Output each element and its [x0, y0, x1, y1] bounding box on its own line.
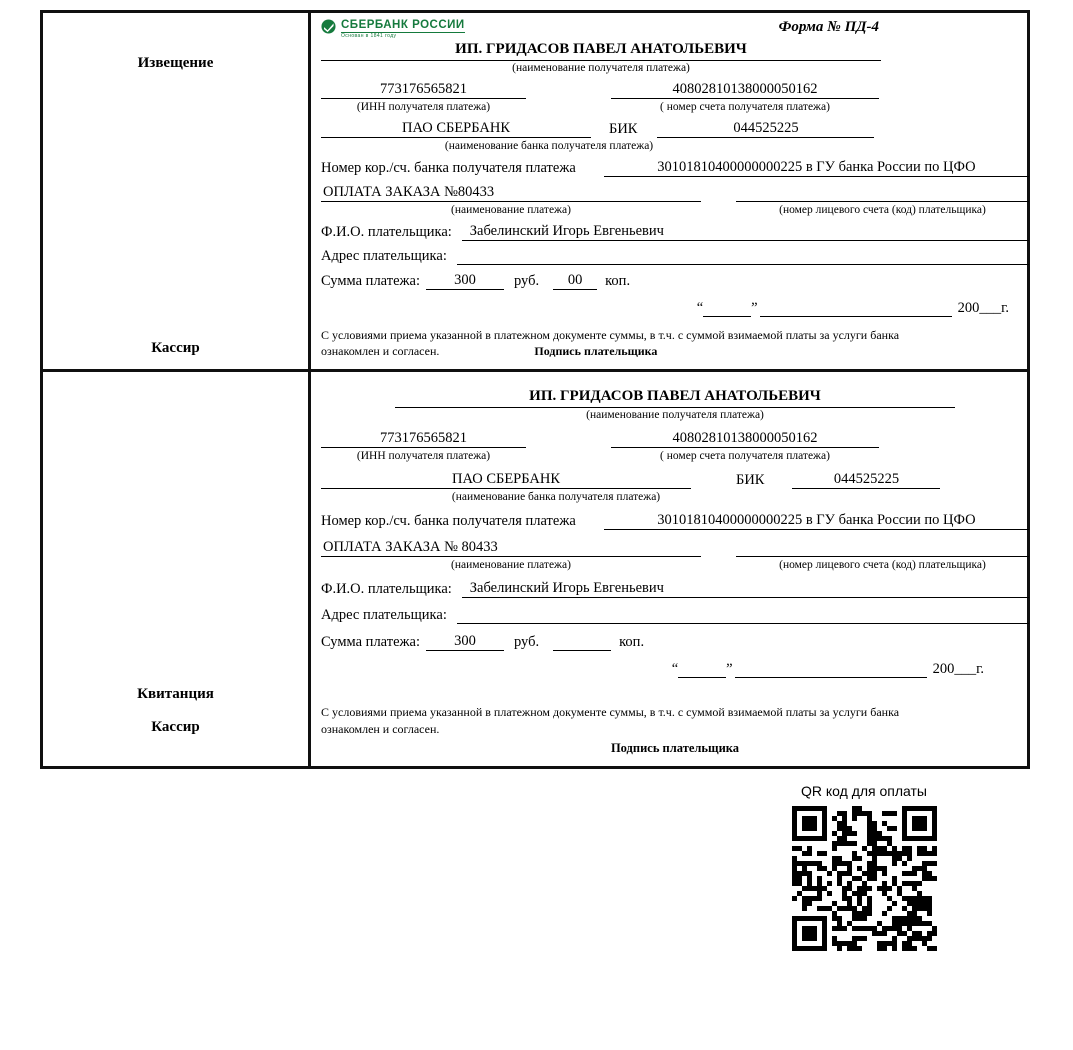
bank-caption: (наименование банка получателя платежа)	[444, 140, 654, 152]
sberbank-logo-text: СБЕРБАНК РОССИИ Основан в 1841 году	[341, 19, 465, 39]
receipt-content	[311, 372, 1043, 766]
rub-label: руб.	[514, 273, 540, 289]
signature-label: Подпись плательщика	[534, 344, 658, 359]
date-close-quote: ”	[726, 661, 733, 678]
recipient-caption: (наименование получателя платежа)	[512, 62, 690, 74]
payer-address-blank	[457, 623, 1029, 624]
purpose-caption: (наименование платежа)	[451, 204, 571, 216]
rub-label: руб.	[514, 634, 540, 651]
amount-row	[321, 633, 1029, 651]
notice-content	[311, 13, 1043, 369]
corr-account-row	[321, 159, 1029, 177]
kop-label: коп.	[605, 273, 631, 289]
agreement-text	[321, 704, 1029, 736]
notice-label: Извещение	[137, 55, 214, 71]
payment-purpose: ОПЛАТА ЗАКАЗА № 80433	[321, 539, 701, 557]
cashier-label: Кассир	[151, 719, 200, 736]
amount-rub-value: 300	[426, 633, 504, 651]
date-close-quote: ”	[751, 300, 758, 316]
amount-kop-value	[553, 633, 611, 651]
payer-address-label: Адрес плательщика:	[321, 607, 447, 624]
date-day-blank	[678, 660, 726, 678]
personal-account-blank	[736, 539, 1029, 557]
payer-address-blank	[457, 264, 1029, 265]
bank-name: ПАО СБЕРБАНК	[321, 471, 691, 489]
payer-name-label: Ф.И.О. плательщика:	[321, 224, 452, 240]
amount-label: Сумма платежа:	[321, 273, 420, 289]
amount-row	[321, 272, 1029, 290]
bank-name: ПАО СБЕРБАНК	[321, 120, 591, 138]
bank-caption: (наименование банка получателя платежа)	[451, 491, 661, 504]
agreement-line2: ознакомлен и согласен.	[321, 344, 440, 359]
agreement-line2: ознакомлен и согласен.	[321, 721, 440, 736]
receipt-label: Квитанция	[137, 686, 214, 703]
payer-address-row	[321, 248, 1029, 265]
amount-kop-value: 00	[553, 272, 597, 290]
pd4-payment-form	[40, 10, 1030, 769]
purpose-captions	[321, 558, 1029, 571]
payment-purpose-row	[321, 539, 1029, 557]
kop-label: коп.	[619, 634, 645, 651]
bank-caption-row	[321, 490, 1029, 503]
date-row	[321, 299, 1009, 317]
corr-label: Номер кор./сч. банка получателя платежа	[321, 160, 576, 176]
corr-label: Номер кор./сч. банка получателя платежа	[321, 513, 576, 530]
date-month-blank	[735, 660, 927, 678]
sberbank-logo-icon	[321, 19, 336, 34]
payer-name-label: Ф.И.О. плательщика:	[321, 581, 452, 598]
recipient-name: ИП. ГРИДАСОВ ПАВЕЛ АНАТОЛЬЕВИЧ	[321, 41, 881, 61]
date-row	[321, 660, 984, 678]
personal-account-blank	[736, 184, 1029, 202]
notice-section	[43, 13, 1027, 369]
cashier-label: Кассир	[151, 340, 200, 357]
purpose-captions	[321, 203, 1029, 216]
payment-purpose-row	[321, 184, 1029, 202]
inn-caption: (ИНН получателя платежа)	[356, 101, 491, 113]
agreement-text	[321, 327, 1029, 359]
bik-value: 044525225	[792, 471, 940, 489]
personal-account-caption: (номер лицевого счета (код) плательщика)	[779, 204, 986, 216]
account-caption: ( номер счета получателя платежа)	[660, 450, 830, 463]
purpose-caption: (наименование платежа)	[451, 559, 571, 572]
payer-name-value: Забелинский Игорь Евгеньевич	[462, 223, 1029, 241]
payment-purpose: ОПЛАТА ЗАКАЗА №80433	[321, 184, 701, 202]
inn-account-captions	[321, 100, 1029, 113]
form-number: Форма № ПД-4	[778, 19, 879, 35]
agreement-line1: С условиями приема указанной в платежном документе суммы, в т.ч. с суммой взимаемой платы за услуги банка	[321, 705, 900, 720]
recipient-name-block	[395, 388, 955, 421]
date-open-quote: “	[696, 300, 704, 316]
recipient-name: ИП. ГРИДАСОВ ПАВЕЛ АНАТОЛЬЕВИЧ	[395, 388, 955, 408]
bank-caption-row	[321, 139, 1029, 152]
amount-rub-value: 300	[426, 272, 504, 290]
receipt-side-column	[43, 372, 311, 766]
qr-block	[753, 783, 975, 956]
payer-address-label: Адрес плательщика:	[321, 248, 447, 264]
date-day-blank	[703, 299, 751, 317]
bik-label: БИК	[609, 121, 638, 137]
inn-value: 773176565821	[321, 430, 526, 448]
account-value: 40802810138000050162	[611, 430, 879, 448]
amount-label: Сумма платежа:	[321, 634, 420, 651]
corr-account-row	[321, 512, 1029, 530]
qr-caption: QR код для оплаты	[800, 783, 927, 799]
date-month-blank	[760, 299, 952, 317]
notice-header-row	[321, 19, 1029, 39]
payer-name-row	[321, 223, 1029, 241]
recipient-name-block	[321, 41, 881, 74]
date-year: 200___г.	[932, 661, 984, 678]
qr-code	[792, 806, 937, 951]
agreement-line1: С условиями приема указанной в платежном документе суммы, в т.ч. с суммой взимаемой платы за услуги банка	[321, 328, 900, 342]
receipt-section	[43, 369, 1027, 766]
notice-side-column	[43, 13, 311, 369]
date-year: 200___г.	[957, 300, 1009, 316]
bik-value: 044525225	[657, 120, 874, 138]
corr-value: 30101810400000000225 в ГУ банка России по ЦФО	[604, 512, 1029, 530]
recipient-caption: (наименование получателя платежа)	[586, 409, 764, 422]
account-caption: ( номер счета получателя платежа)	[660, 101, 830, 113]
signature-label: Подпись плательщика	[610, 740, 740, 755]
personal-account-caption: (номер лицевого счета (код) плательщика)	[779, 559, 986, 572]
bank-row	[321, 471, 1029, 489]
sberbank-logo	[321, 19, 465, 39]
corr-value: 30101810400000000225 в ГУ банка России по ЦФО	[604, 159, 1029, 177]
inn-account-row	[321, 430, 1029, 448]
date-open-quote: “	[671, 661, 679, 678]
bank-row	[321, 120, 1029, 138]
bik-label: БИК	[736, 472, 765, 489]
inn-account-captions	[321, 449, 1029, 462]
agreement-line2-row	[321, 343, 1029, 359]
payer-address-row	[321, 607, 1029, 624]
payer-name-row	[321, 580, 1029, 598]
inn-account-row	[321, 81, 1029, 99]
inn-value: 773176565821	[321, 81, 526, 99]
payer-name-value: Забелинский Игорь Евгеньевич	[462, 580, 1029, 598]
inn-caption: (ИНН получателя платежа)	[356, 450, 491, 463]
account-value: 40802810138000050162	[611, 81, 879, 99]
